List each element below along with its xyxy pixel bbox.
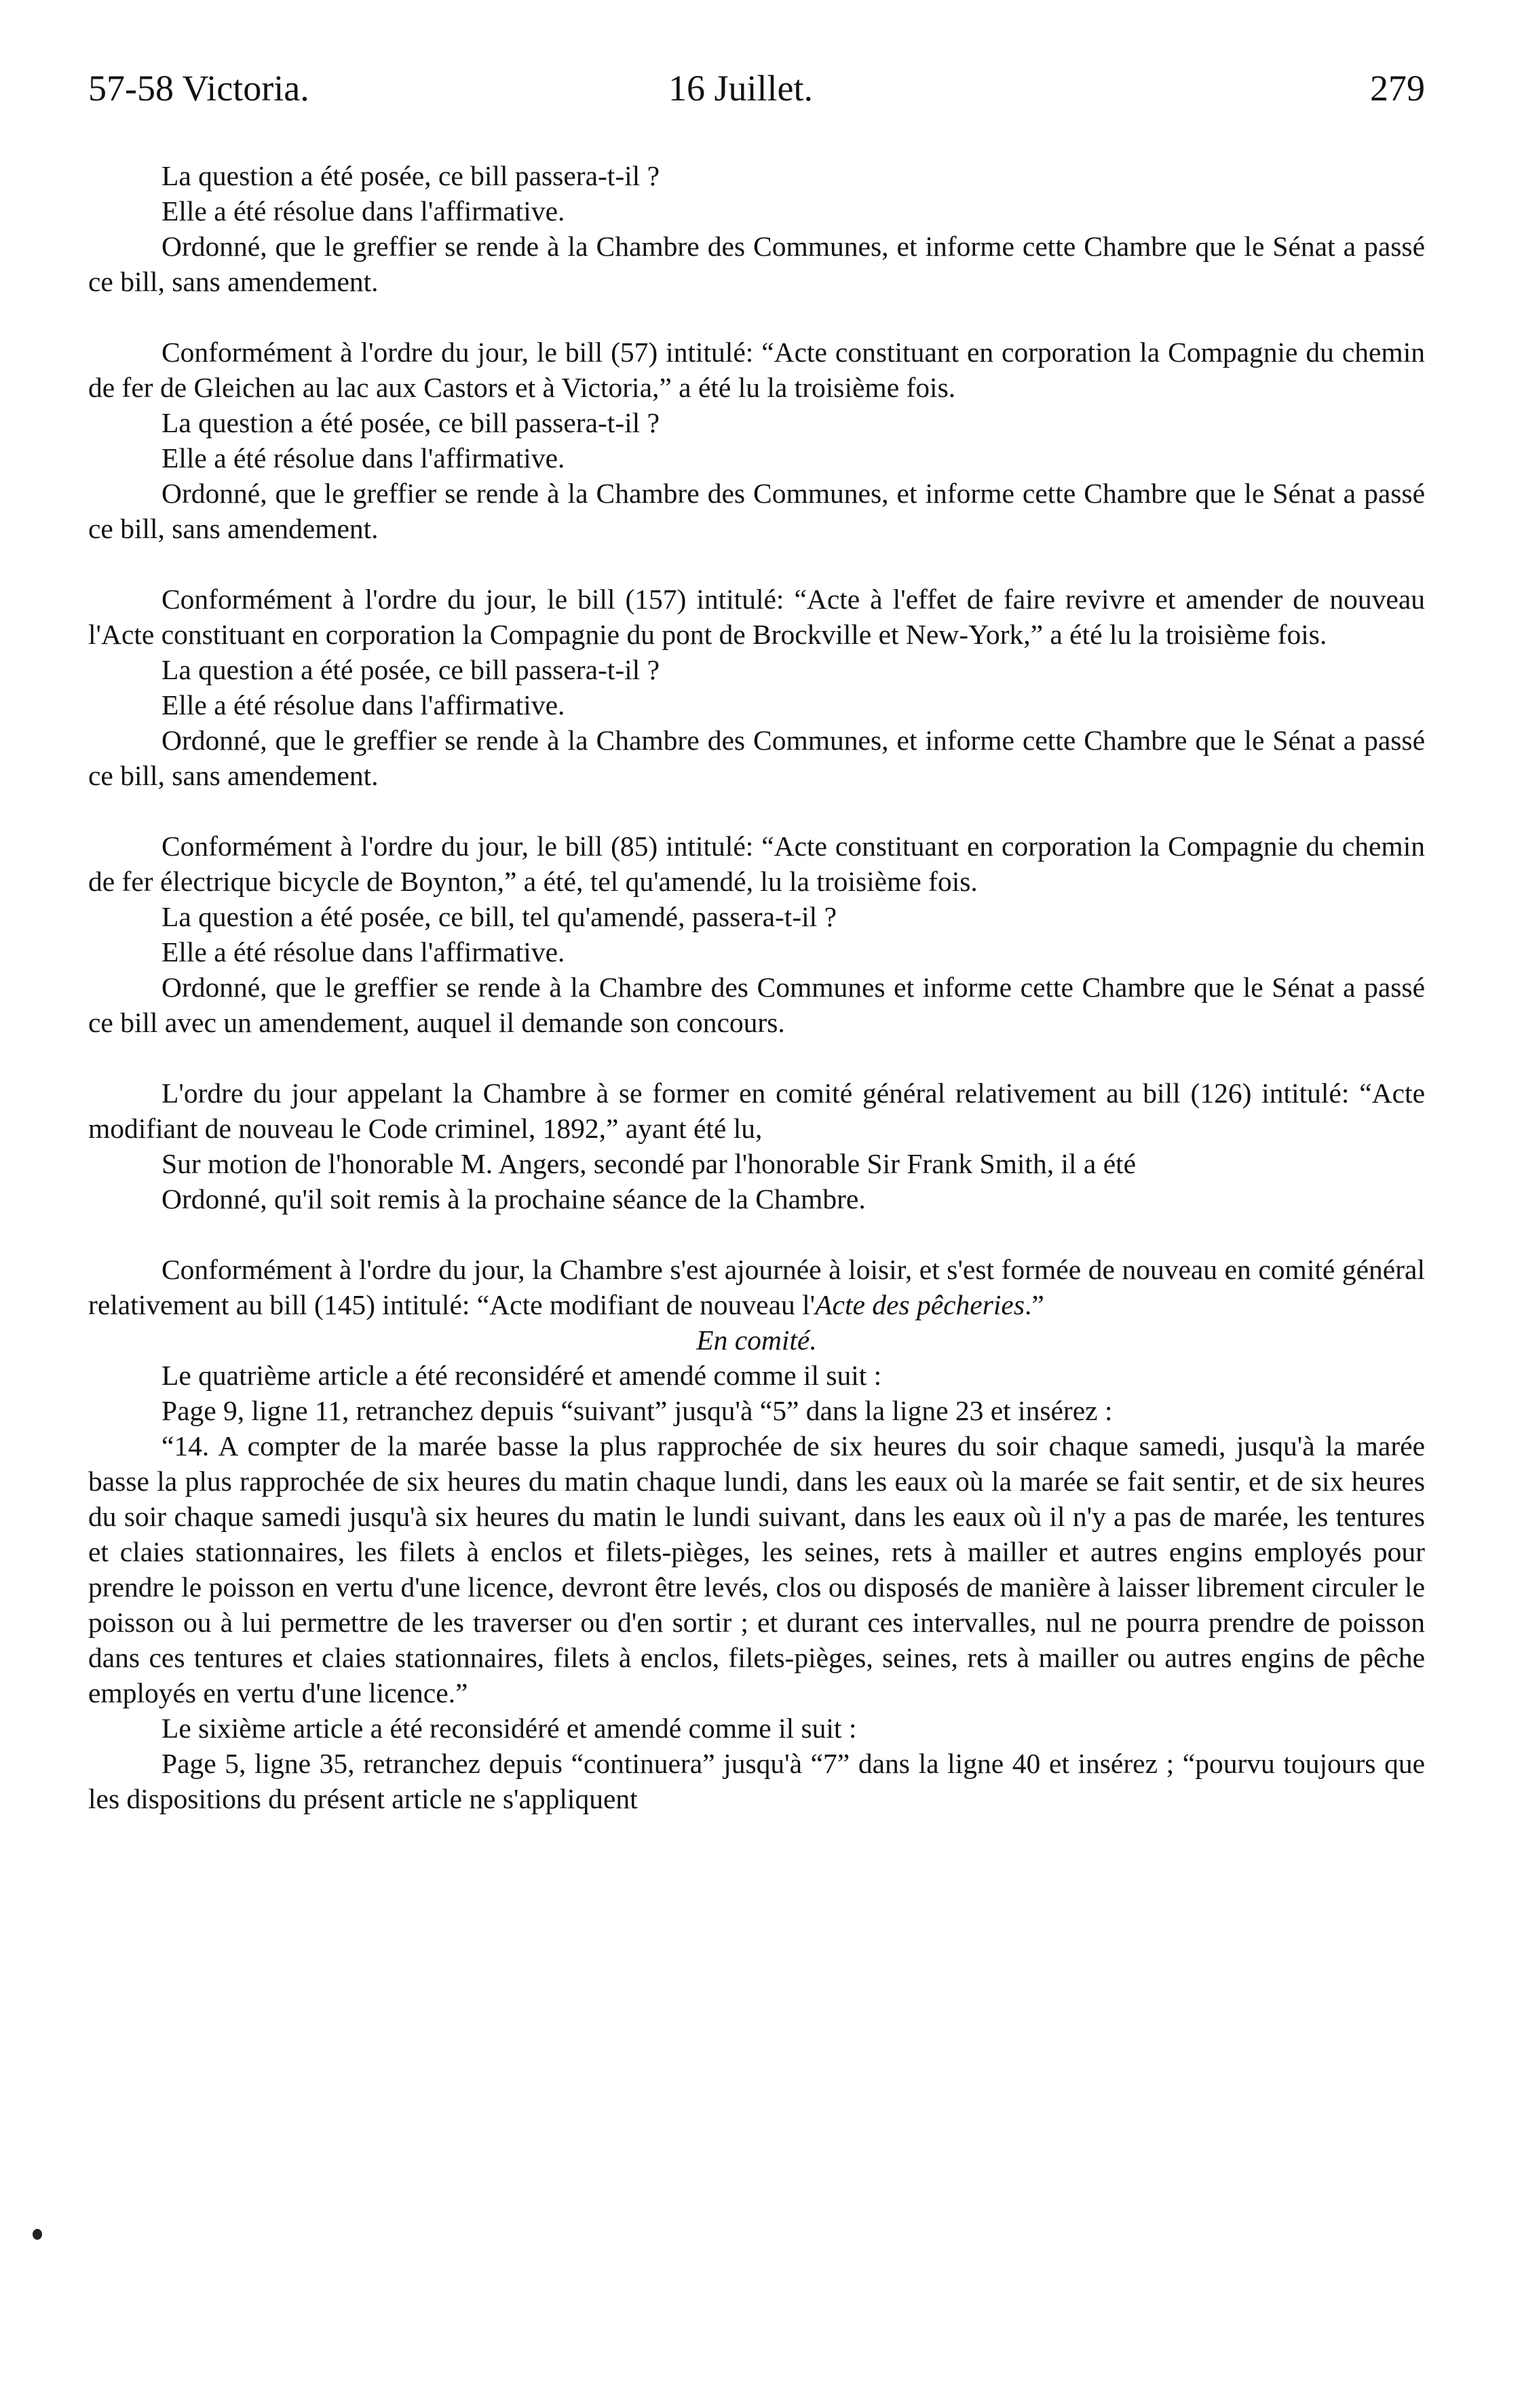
page-number: 279 <box>1370 68 1425 109</box>
paragraph: Ordonné, que le greffier se rende à la Chambre des Communes, et informe cette Chambre que le Sénat a passé ce bill, sans amendement. <box>88 231 1425 297</box>
committee-paragraph: “14. A compter de la marée basse la plus rapprochée de six heures du soir chaque samedi, jusqu'à la marée basse la plus rapprochée de six heures du matin chaque lundi, dans les eaux où la marée se fait sentir, et de six heures du soir chaque samedi jusqu'à six heures du matin le lundi suivant, dans les eaux où il n'y a pas de marée, les tentures et claies stationnaires, les filets à enclos et filets-pièges, les seines, rets à mailler et autres engins employés pour prendre le poisson en vertu d'une licence, devront être levés, clos ou disposés de manière à laisser librement circuler le poisson ou à lui permettre de les traverser ou d'en sortir ; et durant ces intervalles, nul ne pourra prendre de poisson dans ces tentures et claies stationnaires, filets à enclos, filets-pièges, seines, rets à mailler ou autres engins de pêche employés en vertu d'une licence.” <box>88 1430 1425 1708</box>
committee-paragraph: Page 5, ligne 35, retranchez depuis “continuera” jusqu'à “7” dans la ligne 40 et insérez ; “pourvu toujours que les dispositions du présent article ne s'appliquent <box>88 1748 1425 1814</box>
paragraph: Conformément à l'ordre du jour, le bill (57) intitulé: “Acte constituant en corporation la Compagnie du chemin de fer de Gleichen au lac aux Castors et à Victoria,” a été lu la troisième fois. <box>88 337 1425 403</box>
section-title: En comité. <box>696 1324 817 1356</box>
body-text <box>88 158 1425 1816</box>
committee-paragraph: Le sixième article a été reconsidéré et amendé comme il suit : <box>161 1713 857 1744</box>
paragraph: La question a été posée, ce bill passera-t-il ? <box>161 407 660 438</box>
paragraph: La question a été posée, ce bill, tel qu'amendé, passera-t-il ? <box>161 901 837 932</box>
paragraph: Elle a été résolue dans l'affirmative. <box>161 936 565 968</box>
paragraph: Ordonné, que le greffier se rende à la Chambre des Communes, et informe cette Chambre que le Sénat a passé ce bill, sans amendement. <box>88 725 1425 791</box>
paragraph: Conformément à l'ordre du jour, le bill (85) intitulé: “Acte constituant en corporation la Compagnie du chemin de fer électrique bicycle de Boynton,” a été, tel qu'amendé, lu la troisième fois. <box>88 830 1425 897</box>
paragraph: Conformément à l'ordre du jour, le bill (157) intitulé: “Acte à l'effet de faire revivre et amender de nouveau l'Acte constituant en corporation la Compagnie du pont de Brockville et New-York,” a été lu la troisième fois. <box>88 584 1425 650</box>
fisheries-bill-paragraph <box>88 1252 1425 1322</box>
fisheries-act-title: Acte des pêcheries <box>815 1289 1025 1320</box>
fisheries-text-before: Conformément à l'ordre du jour, la Chambre s'est ajournée à loisir, et s'est formée de nouveau en comité général relativement au bill (145) intitulé: “Acte modifiant de nouveau l' <box>88 1254 1425 1320</box>
paragraph: Sur motion de l'honorable M. Angers, secondé par l'honorable Sir Frank Smith, il a été <box>161 1148 1137 1179</box>
paragraph: La question a été posée, ce bill passera-t-il ? <box>161 160 660 191</box>
committee-paragraph: Le quatrième article a été reconsidéré et amendé comme il suit : <box>161 1360 882 1391</box>
margin-ink-dot <box>33 2229 42 2240</box>
header-session: 57-58 Victoria. <box>88 68 309 109</box>
committee-paragraph: Page 9, ligne 11, retranchez depuis “suivant” jusqu'à “5” dans la ligne 23 et insérez : <box>161 1395 1113 1426</box>
paragraph: La question a été posée, ce bill passera-t-il ? <box>161 654 660 685</box>
paragraph: L'ordre du jour appelant la Chambre à se former en comité général relativement au bill (126) intitulé: “Acte modifiant de nouveau le Code criminel, 1892,” ayant été lu, <box>88 1077 1425 1144</box>
proceedings-paragraphs <box>88 158 1425 1217</box>
paragraph: Elle a été résolue dans l'affirmative. <box>161 689 565 721</box>
paragraph: Ordonné, que le greffier se rende à la Chambre des Communes et informe cette Chambre que le Sénat a passé ce bill avec un amendement, auquel il demande son concours. <box>88 972 1425 1038</box>
paragraph: Elle a été résolue dans l'affirmative. <box>161 442 565 474</box>
paragraph: Elle a été résolue dans l'affirmative. <box>161 195 565 227</box>
paragraph: Ordonné, que le greffier se rende à la Chambre des Communes, et informe cette Chambre que le Sénat a passé ce bill, sans amendement. <box>88 478 1425 544</box>
page-header <box>88 64 1425 119</box>
document-page <box>88 64 1425 1816</box>
fisheries-text-after: .” <box>1024 1289 1044 1320</box>
committee-paragraphs <box>88 1358 1425 1816</box>
paragraph: Ordonné, qu'il soit remis à la prochaine séance de la Chambre. <box>161 1183 866 1215</box>
header-date: 16 Juillet. <box>668 68 813 109</box>
